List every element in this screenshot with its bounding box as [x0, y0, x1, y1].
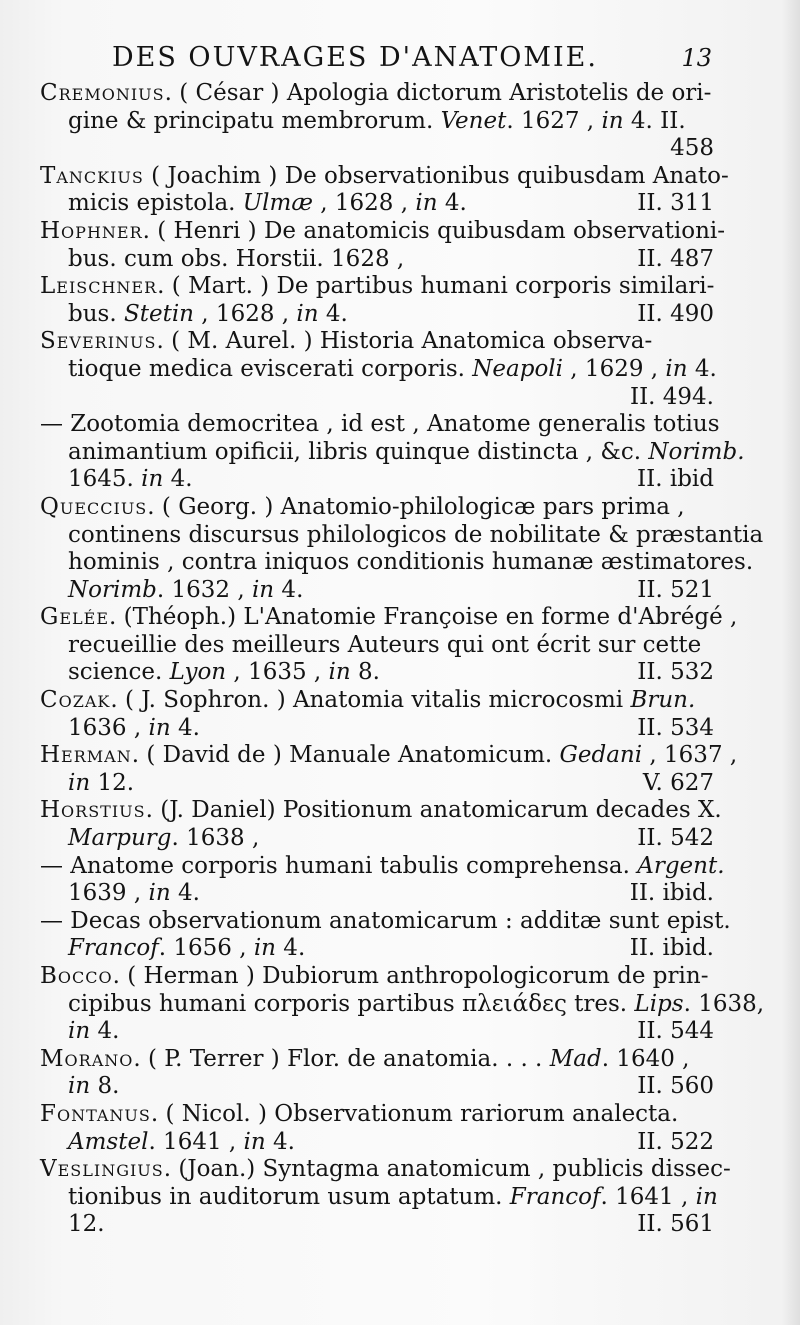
citation-italic: Norimb. [648, 438, 745, 465]
text-run: . 1641 , [600, 1183, 696, 1210]
page-edge-shadow [782, 0, 800, 1325]
citation-italic: Stetin [123, 300, 194, 327]
text-run: 4. [276, 935, 306, 962]
citation-italic: Ulmæ [242, 190, 313, 217]
author-name: Tanckius [40, 162, 144, 189]
reference-number: II. ibid [637, 466, 714, 493]
text-line [40, 217, 726, 246]
author-name: Horstius [40, 797, 146, 824]
citation-italic: in [328, 659, 351, 686]
citation-italic: in [695, 1183, 718, 1210]
text-line [40, 1183, 718, 1212]
reference-number: II. 542 [637, 825, 714, 852]
citation-italic: Amstel [68, 1128, 149, 1155]
citation-italic: in [253, 935, 276, 962]
page-number: 13 [681, 44, 712, 72]
reference-number: II. 534 [637, 714, 714, 741]
text-run: . (Théoph.) L'Anatomie Françoise en forme d'Abrégé , [109, 604, 738, 631]
text-line [40, 108, 714, 136]
citation-italic: in [415, 190, 438, 217]
text-line [40, 135, 714, 163]
text-run: . 1641 , [148, 1128, 244, 1155]
text-run: , 1629 , [563, 355, 666, 382]
reference-number: II. 560 [637, 1073, 714, 1100]
text-run: 4. [90, 1018, 120, 1045]
text-line [40, 328, 714, 356]
text-line [40, 1156, 731, 1184]
author-name: Hophner [40, 217, 143, 244]
citation-italic: in [148, 714, 171, 741]
author-name: Queccius [40, 493, 148, 520]
text-run: , 1635 , [226, 659, 329, 686]
author-name: Bocco [40, 963, 113, 989]
text-line [40, 466, 714, 494]
text-run: gine & principatu membrorum. [68, 107, 441, 134]
text-line [40, 549, 754, 577]
text-run: cipibus humani corporis partibus πλειάδες tres. [68, 990, 635, 1017]
text-run: . 1638, [683, 990, 765, 1017]
text-run: 8. [350, 659, 380, 686]
author-name: Fontanus [40, 1100, 151, 1127]
text-line [40, 1073, 714, 1101]
text-line [40, 659, 714, 687]
text-run: micis epistola. [68, 190, 243, 217]
text-line [40, 80, 714, 108]
text-line [40, 935, 714, 963]
text-run: . 1627 , [506, 107, 602, 134]
reference-number: II. 521 [637, 576, 714, 603]
text-run: . 1656 , [158, 935, 254, 962]
text-run: . ( César ) Apologia dictorum Aristotelis de ori- [164, 80, 712, 106]
citation-italic: in [68, 1018, 91, 1045]
text-run: 4. [437, 190, 467, 217]
text-run: animantium opificii, libris quinque distincta , &c. [68, 438, 649, 465]
text-line [40, 1101, 714, 1129]
text-run: . ( M. Aurel. ) Historia Anatomica observa- [156, 328, 653, 355]
reference-number: II. 487 [637, 245, 714, 272]
text-line [40, 852, 725, 881]
text-run: . (J. Daniel) Positionum anatomicarum decades X. [145, 797, 722, 824]
text-run: — Decas observationum anatomicarum : additæ sunt epist. [40, 907, 731, 934]
text-line [40, 907, 731, 936]
citation-italic: Brun. [630, 687, 696, 714]
text-run: 1645. [68, 466, 142, 493]
text-line [40, 438, 745, 467]
text-run: ( Joachim ) De observationibus quibusdam Anato- [143, 162, 729, 189]
text-line [40, 494, 714, 522]
citation-italic: in [243, 1128, 266, 1155]
citation-italic: in [68, 769, 91, 796]
text-line [40, 355, 717, 384]
reference-number: II. 522 [637, 1128, 714, 1155]
text-line [40, 1046, 714, 1074]
text-run: , 1637 , [642, 742, 738, 769]
citation-italic: Marpurg [68, 825, 172, 852]
text-run: 4. [170, 880, 200, 907]
reference-number: II. ibid. [629, 880, 714, 907]
text-run: 4. [265, 1128, 295, 1155]
reference-number: 458 [670, 135, 714, 162]
citation-italic: in [665, 355, 688, 382]
text-run: science. [68, 659, 170, 686]
text-run: , 1628 , [312, 190, 416, 217]
text-run: . ( Nicol. ) Observationum rariorum analecta. [150, 1100, 679, 1127]
text-line [40, 577, 714, 605]
text-line [40, 162, 729, 191]
reference-number: II. 544 [637, 1018, 714, 1045]
citation-italic: in [141, 466, 164, 493]
text-line [40, 715, 714, 743]
author-name: Gelée [40, 604, 110, 631]
text-run: hominis , contra iniquos conditionis humanæ æstimatores. [68, 549, 754, 576]
text-run: . (Joan.) Syntagma anatomicum , publicis dissec- [163, 1156, 731, 1183]
text-run: 4. II. [623, 107, 686, 134]
citation-italic: Argent. [637, 852, 725, 879]
text-run: . 1632 , [156, 576, 252, 603]
text-line [40, 1129, 714, 1157]
text-run: continens discursus philologicos de nobilitate & præstantia [68, 521, 764, 548]
citation-italic: Venet [440, 107, 507, 134]
text-run: , 1628 , [194, 300, 297, 327]
text-line [40, 797, 722, 825]
text-line [40, 825, 714, 853]
citation-italic: Lyon [169, 659, 227, 686]
citation-italic: in [148, 880, 171, 907]
text-run: 12. [90, 769, 135, 796]
author-name: Cozak [40, 687, 111, 714]
author-name: Leischner [40, 273, 158, 300]
text-run: . ( David de ) Manuale Anatomicum. [131, 742, 560, 769]
text-run: — Zootomia democritea , id est , Anatome generalis totius [40, 411, 720, 438]
text-run: tionibus in auditorum usum aptatum. [68, 1183, 510, 1210]
reference-number: V. 627 [642, 769, 714, 796]
text-line [40, 1018, 714, 1046]
text-run: 4. [687, 355, 717, 382]
text-line [40, 880, 714, 908]
text-run: . ( P. Terrer ) Flor. de anatomia. . . . [133, 1045, 550, 1072]
page-header [112, 42, 712, 82]
text-run: . ( J. Sophron. ) Anatomia vitalis microcosmi [110, 687, 631, 714]
text-line [40, 273, 714, 301]
citation-italic: Mad [549, 1045, 602, 1072]
text-run: . ( Georg. ) Anatomio-philologicæ pars prima , [147, 493, 685, 520]
text-run: — Anatome corporis humani tabulis comprehensa. [40, 852, 638, 879]
running-title: DES OUVRAGES D'ANATOMIE. [112, 42, 598, 73]
citation-italic: in [296, 300, 319, 327]
text-run: 4. [170, 714, 200, 741]
text-line [40, 742, 738, 770]
text-line [40, 301, 714, 329]
author-name: Cremonius [40, 80, 165, 106]
text-run: 12. [68, 1211, 105, 1238]
citation-italic: in [68, 1073, 91, 1100]
citation-italic: Norimb [68, 576, 157, 603]
text-line [40, 632, 714, 660]
text-run: 4. [274, 576, 304, 603]
text-run: 8. [90, 1073, 120, 1100]
citation-italic: Neapoli [472, 355, 563, 382]
text-run: . ( Henri ) De anatomicis quibusdam observationi- [142, 217, 726, 244]
bibliography-entries [40, 80, 765, 1239]
text-run: 1639 , [68, 880, 149, 907]
text-line [40, 687, 714, 715]
text-line [40, 246, 714, 274]
text-line [40, 770, 714, 798]
citation-italic: in [251, 576, 275, 603]
text-run: recueillie des meilleurs Auteurs qui ont écrit sur cette [68, 631, 702, 658]
author-name: Veslingius [40, 1156, 164, 1183]
text-line [40, 384, 714, 412]
text-line [40, 190, 714, 218]
text-run: 4. [163, 466, 193, 493]
citation-italic: in [601, 107, 624, 134]
citation-italic: Gedani [559, 742, 643, 769]
text-run: . 1640 , [601, 1045, 690, 1072]
text-run: . 1638 , [171, 825, 260, 852]
citation-italic: Lips [634, 990, 684, 1017]
citation-italic: Francof [509, 1183, 601, 1210]
text-run: tioque medica eviscerati corporis. [68, 355, 473, 382]
reference-number: II. 532 [637, 659, 714, 686]
text-line [40, 411, 720, 439]
author-name: Severinus [40, 328, 157, 355]
author-name: Morano [40, 1045, 134, 1072]
reference-number: II. 561 [637, 1211, 714, 1238]
reference-number: II. 490 [637, 300, 714, 327]
text-run: bus. [68, 300, 124, 327]
text-run: . ( Mart. ) De partibus humani corporis similari- [157, 273, 715, 300]
text-line [40, 963, 714, 991]
text-line [40, 521, 764, 550]
text-line [40, 990, 765, 1019]
author-name: Herman [40, 742, 132, 769]
text-line [40, 1211, 714, 1239]
text-run: 4. [318, 300, 348, 327]
reference-number: II. 494. [629, 383, 714, 410]
text-run: . ( Herman ) Dubiorum anthropologicorum de prin- [112, 963, 709, 989]
citation-italic: Francof [68, 935, 159, 962]
reference-number: II. 311 [637, 190, 714, 217]
text-run: 1636 , [68, 714, 149, 741]
text-run: bus. cum obs. Horstii. 1628 , [68, 245, 405, 272]
reference-number: II. ibid. [629, 935, 714, 962]
text-line [40, 604, 738, 632]
